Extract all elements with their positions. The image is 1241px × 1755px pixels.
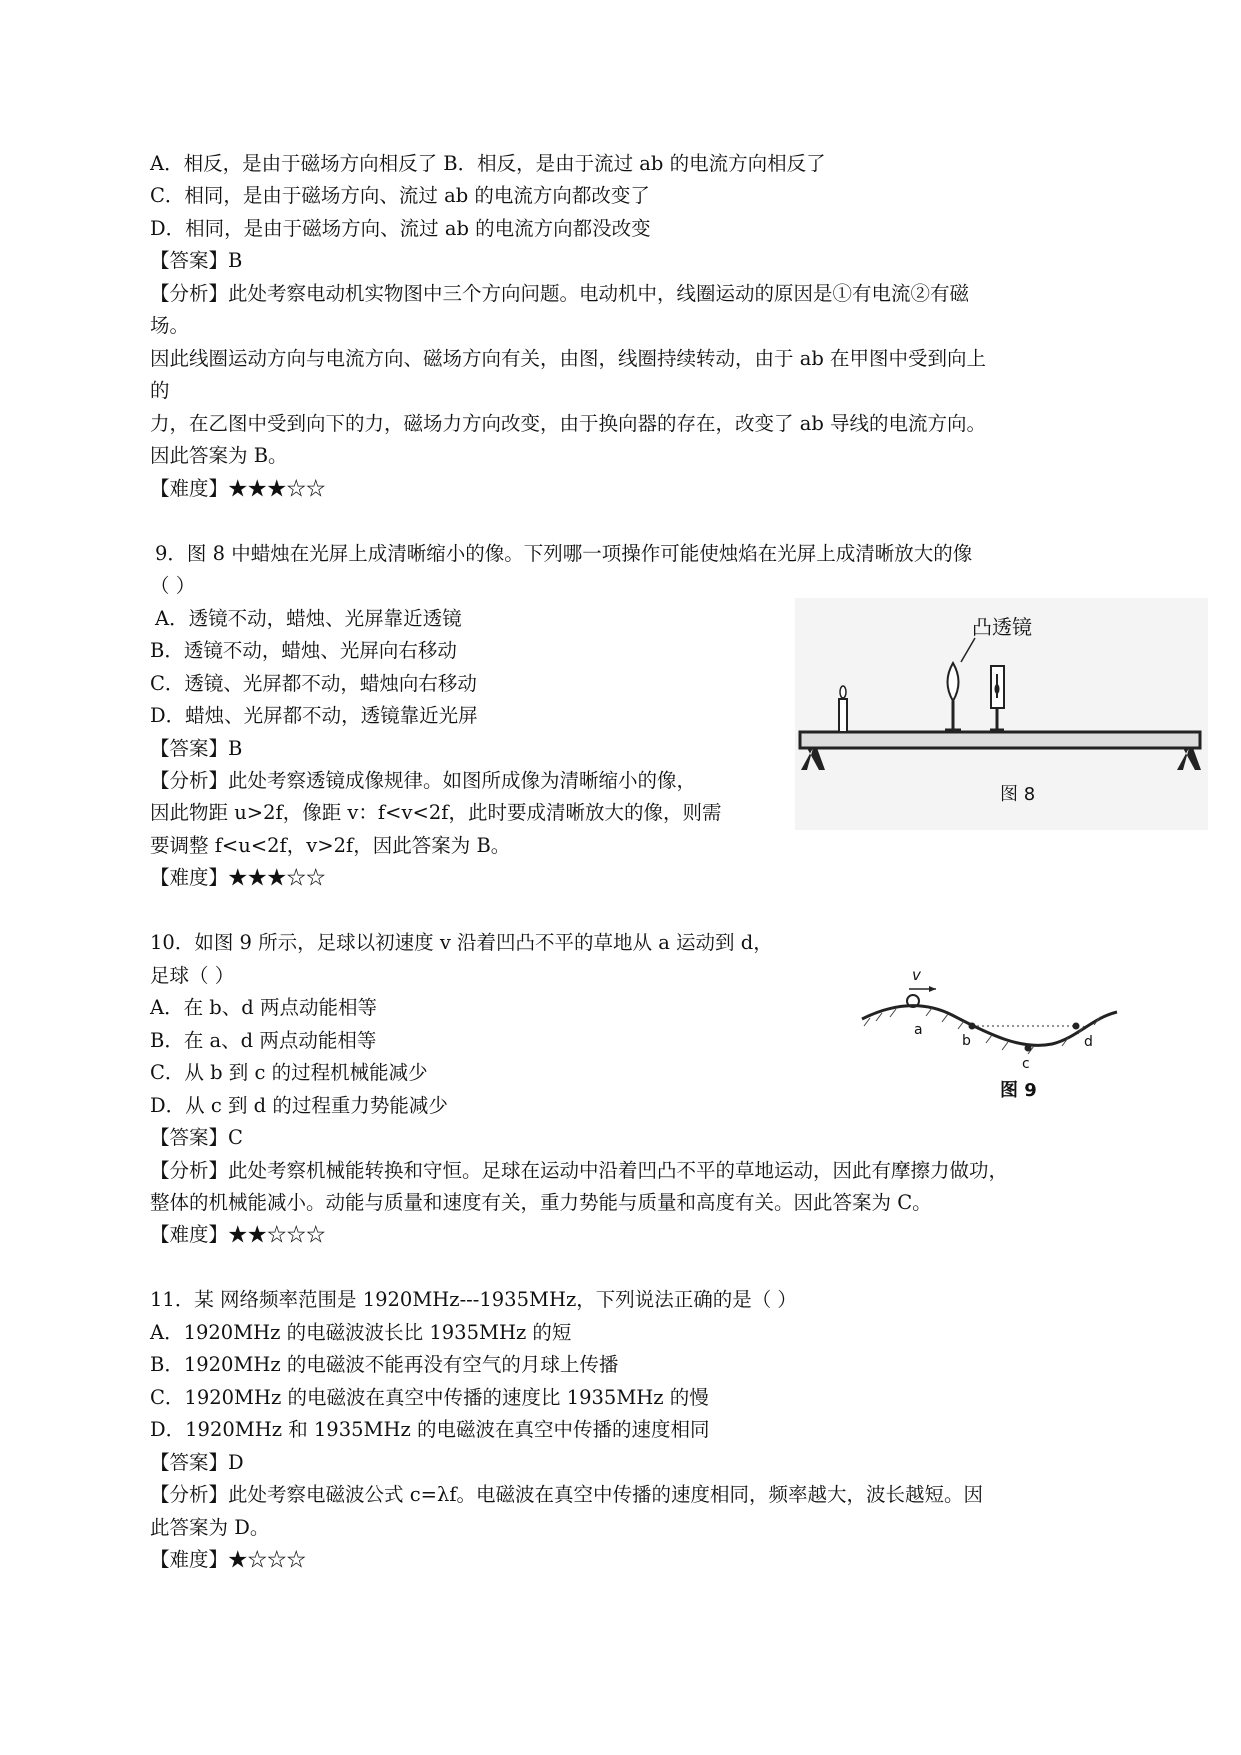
q9-stem-cont: （ ）: [150, 574, 196, 597]
q11-option-c: C．1920MHz 的电磁波在真空中传播的速度比 1935MHz 的慢: [150, 1386, 709, 1409]
point-c-marker: [1025, 1045, 1032, 1052]
q11-analysis-line: 此答案为 D。: [150, 1516, 270, 1539]
figure-9-caption: 图 9: [1000, 1080, 1037, 1101]
point-a-label: a: [914, 1022, 923, 1038]
q9-answer: 【答案】B: [150, 737, 243, 760]
q9-option-c: C．透镜、光屏都不动，蜡烛向右移动: [150, 672, 477, 695]
q10-difficulty: 【难度】★★☆☆☆: [150, 1223, 326, 1246]
q11-stem: 11．某 网络频率范围是 1920MHz---1935MHz，下列说法正确的是（ ）: [150, 1288, 797, 1311]
q9-difficulty: 【难度】★★★☆☆: [150, 866, 326, 889]
q10-analysis-line: 整体的机械能减小。动能与质量和速度有关，重力势能与质量和高度有关。因此答案为 C。: [150, 1191, 932, 1214]
q9-option-d: D．蜡烛、光屏都不动，透镜靠近光屏: [150, 704, 478, 727]
q11-difficulty: 【难度】★☆☆☆: [150, 1548, 307, 1571]
q10-option-d: D．从 c 到 d 的过程重力势能减少: [150, 1094, 448, 1117]
q9-option-a: A．透镜不动，蜡烛、光屏靠近透镜: [155, 607, 462, 630]
q10-stem: 10．如图 9 所示，足球以初速度 v 沿着凹凸不平的草地从 a 运动到 d，: [150, 931, 773, 954]
point-b-label: b: [962, 1033, 971, 1049]
q11-option-a: A．1920MHz 的电磁波波长比 1935MHz 的短: [150, 1321, 572, 1344]
q8-analysis-line: 场。: [150, 314, 190, 337]
q10-answer: 【答案】C: [150, 1126, 243, 1149]
figure-9-ball-path: [852, 960, 1132, 1110]
q10-stem-cont: 足球（ ）: [150, 964, 235, 987]
q8-difficulty: 【难度】★★★☆☆: [150, 477, 326, 500]
point-c-label: c: [1022, 1056, 1030, 1072]
q11-analysis-line: 【分析】此处考察电磁波公式 c=λf。电磁波在真空中传播的速度相同，频率越大，波长越短。因: [150, 1483, 984, 1506]
q9-stem: 9．图 8 中蜡烛在光屏上成清晰缩小的像。下列哪一项操作可能使烛焰在光屏上成清晰放大的像: [155, 542, 973, 565]
q10-option-a: A．在 b、d 两点动能相等: [150, 996, 377, 1019]
q9-analysis-line: 要调整 f<u<2f，v>2f，因此答案为 B。: [150, 834, 511, 857]
q11-option-d: D．1920MHz 和 1935MHz 的电磁波在真空中传播的速度相同: [150, 1418, 710, 1441]
figure-8-caption: 图 8: [1000, 784, 1036, 805]
point-d-label: d: [1084, 1034, 1093, 1050]
velocity-arrow-icon: [929, 986, 936, 992]
velocity-label: v: [912, 966, 921, 984]
candle: [839, 686, 847, 732]
lens-label: 凸透镜: [972, 615, 1032, 639]
point-b-marker: [969, 1023, 976, 1030]
q8-option-c: C．相同，是由于磁场方向、流过 ab 的电流方向都改变了: [150, 184, 650, 207]
q8-analysis-line: 的: [150, 379, 170, 402]
q8-answer: 【答案】B: [150, 249, 243, 272]
q8-analysis-line: 【分析】此处考察电动机实物图中三个方向问题。电动机中，线圈运动的原因是①有电流②有磁: [150, 282, 970, 305]
q8-option-d: D．相同，是由于磁场方向、流过 ab 的电流方向都没改变: [150, 217, 651, 240]
q9-analysis-line: 【分析】此处考察透镜成像规律。如图所成像为清晰缩小的像，: [150, 769, 697, 792]
optical-bench-rail: [800, 732, 1200, 748]
q9-option-b: B．透镜不动，蜡烛、光屏向右移动: [150, 639, 457, 662]
q10-analysis-line: 【分析】此处考察机械能转换和守恒。足球在运动中沿着凹凸不平的草地运动，因此有摩擦力做功，: [150, 1159, 1009, 1182]
q8-option-ab: A．相反，是由于磁场方向相反了 B．相反，是由于流过 ab 的电流方向相反了: [150, 152, 826, 175]
figure-8-optical-bench: [795, 598, 1208, 830]
q10-option-c: C．从 b 到 c 的过程机械能减少: [150, 1061, 428, 1084]
q9-analysis-line: 因此物距 u>2f，像距 v：f<v<2f，此时要成清晰放大的像，则需: [150, 801, 722, 824]
q8-analysis-line: 因此答案为 B。: [150, 444, 288, 467]
q8-analysis-line: 力，在乙图中受到向下的力，磁场力方向改变，由于换向器的存在，改变了 ab 导线的电流方向。: [150, 412, 987, 435]
q11-answer: 【答案】D: [150, 1451, 244, 1474]
q11-option-b: B．1920MHz 的电磁波不能再没有空气的月球上传播: [150, 1353, 619, 1376]
q8-analysis-line: 因此线圈运动方向与电流方向、磁场方向有关，由图，线圈持续转动，由于 ab 在甲图中受到向上: [150, 347, 987, 370]
q10-option-b: B．在 a、d 两点动能相等: [150, 1029, 377, 1052]
point-d-marker: [1073, 1023, 1080, 1030]
